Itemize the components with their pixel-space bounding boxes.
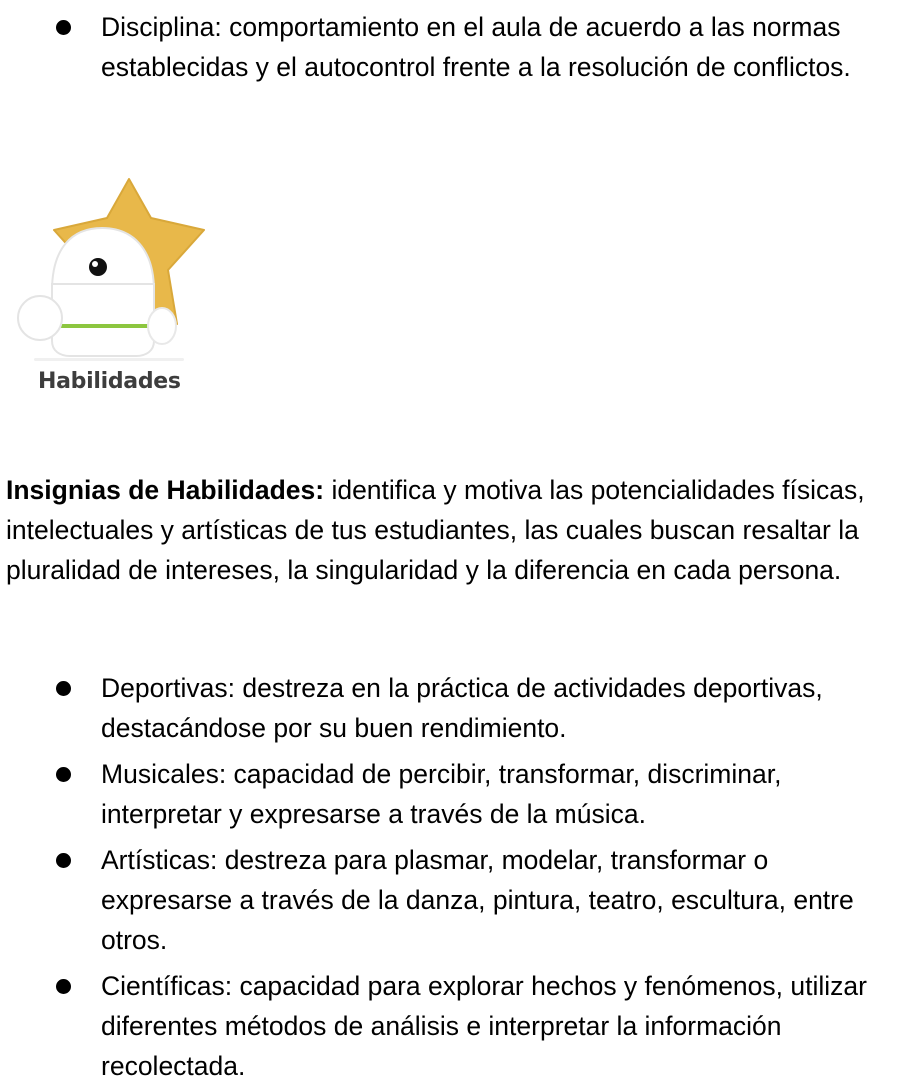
habilidades-badge xyxy=(14,166,214,416)
list-item-text: Musicales: capacidad de percibir, transformar, discriminar, interpretar y expresarse a través de la música. xyxy=(101,759,782,829)
list-item xyxy=(0,966,908,1086)
bullet-icon xyxy=(56,767,71,782)
list-item-text: Artísticas: destreza para plasmar, modelar, transformar o expresarse a través de la danza, pintura, teatro, escultura, entre otros. xyxy=(101,845,854,955)
bullet-icon xyxy=(56,681,71,696)
paragraph-title: Insignias de Habilidades: xyxy=(6,475,325,505)
bullet-icon xyxy=(56,20,71,35)
skills-intro-paragraph xyxy=(6,470,886,590)
star-robot-badge-icon xyxy=(14,166,214,366)
list-item xyxy=(0,840,908,960)
list-item-text: Disciplina: comportamiento en el aula de acuerdo a las normas establecidas y el autocontrol frente a la resolución de conflictos. xyxy=(101,12,851,82)
paragraph-body: identifica y motiva las potencialidades físicas, intelectuales y artísticas de tus estudiantes, las cuales buscan resaltar la pluralidad de intereses, la singularidad y la diferencia en cada persona. xyxy=(6,475,865,585)
list-item xyxy=(0,754,908,834)
list-item xyxy=(0,668,908,748)
bullet-icon xyxy=(56,853,71,868)
bullet-icon xyxy=(56,979,71,994)
list-item xyxy=(0,7,908,87)
list-item-text: Deportivas: destreza en la práctica de actividades deportivas, destacándose por su buen rendimiento. xyxy=(101,673,823,743)
skills-bullet-list xyxy=(0,668,908,1088)
badge-label: Habilidades xyxy=(38,369,181,394)
list-item-text: Científicas: capacidad para explorar hechos y fenómenos, utilizar diferentes métodos de análisis e interpretar la información recolectada. xyxy=(101,971,867,1081)
discipline-bullet-list xyxy=(0,7,908,87)
